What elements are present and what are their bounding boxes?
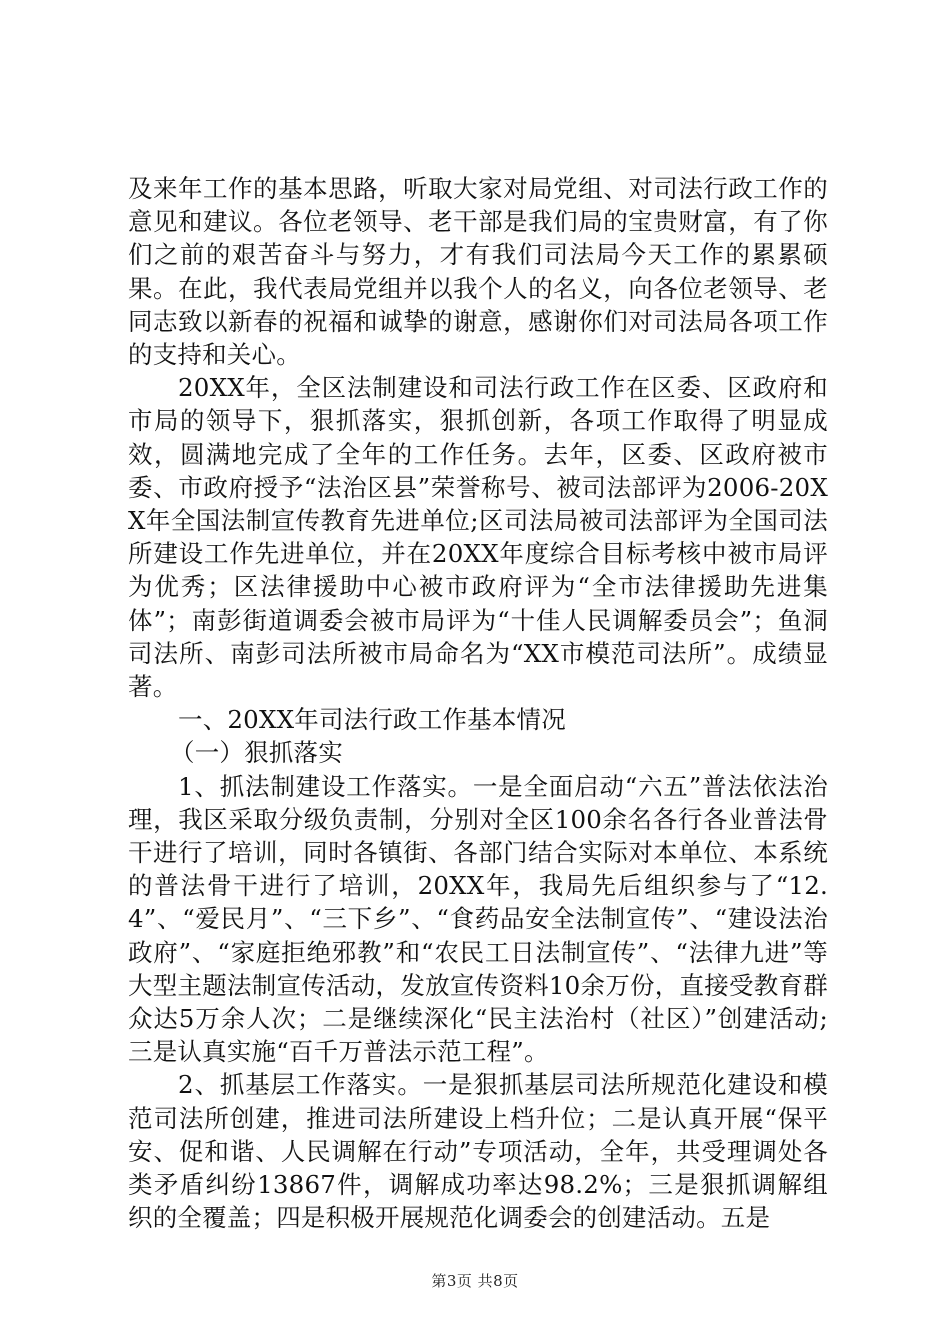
paragraph-intro-continuation: 及来年工作的基本思路，听取大家对局党组、对司法行政工作的意见和建议。各位老领导、老干部是我们局的宝贵财富，有了你们之前的艰苦奋斗与努力，才有我们司法局今天工作的累累硕果。在此，我代表局党组并以我个人的名义，向各位老领导、老同志致以新春的祝福和诚挚的谢意，感谢你们对司法局各项工作的支持和关心。 — [128, 174, 828, 370]
section-heading: 一、20XX年司法行政工作基本情况 — [178, 705, 566, 735]
subsection-heading: （一）狠抓落实 — [170, 738, 343, 768]
document-body — [128, 172, 828, 1235]
page-number-footer: 第3页 共8页 — [431, 1272, 519, 1290]
paragraph-legal-construction: 1、抓法制建设工作落实。一是全面启动“六五”普法依法治理，我区采取分级负责制，分别对全区100余名各行各业普法骨干进行了培训，同时各镇街、各部门结合实际对本单位、本系统的普法骨干进行了培训，20XX年，我局先后组织参与了“12.4”、“爱民月”、“三下乡”、“食药品安全法制宣传”、“建设法治政府”、“家庭拒绝邪教”和“农民工日法制宣传”、“法律九进”等大型主题法制宣传活动，发放宣传资料10余万份，直接受教育群众达5万余人次；二是继续深化“民主法治村（社区）”创建活动;三是认真实施“百千万普法示范工程”。 — [128, 771, 828, 1067]
paragraph-achievements: 20XX年，全区法制建设和司法行政工作在区委、区政府和市局的领导下，狠抓落实，狠抓创新，各项工作取得了明显成效，圆满地完成了全年的工作任务。去年，区委、区政府被市委、市政府授予“法治区县”荣誉称号、被司法部评为2006-20XX年全国法制宣传教育先进单位;区司法局被司法部评为全国司法所建设工作先进单位，并在20XX年度综合目标考核中被市局评为优秀；区法律援助中心被市政府评为“全市法律援助先进集体”；南彭街道调委会被市局评为“十佳人民调解委员会”；鱼洞司法所、南彭司法所被市局命名为“XX市模范司法所”。成绩显著。 — [128, 373, 828, 702]
paragraph-grassroots-work: 2、抓基层工作落实。一是狠抓基层司法所规范化建设和模范司法所创建，推进司法所建设上档升位；二是认真开展“保平安、促和谐、人民调解在行动”专项活动，全年，共受理调处各类矛盾纠纷13867件，调解成功率达98.2%；三是狠抓调解组织的全覆盖；四是积极开展规范化调委会的创建活动。五是 — [128, 1070, 828, 1233]
